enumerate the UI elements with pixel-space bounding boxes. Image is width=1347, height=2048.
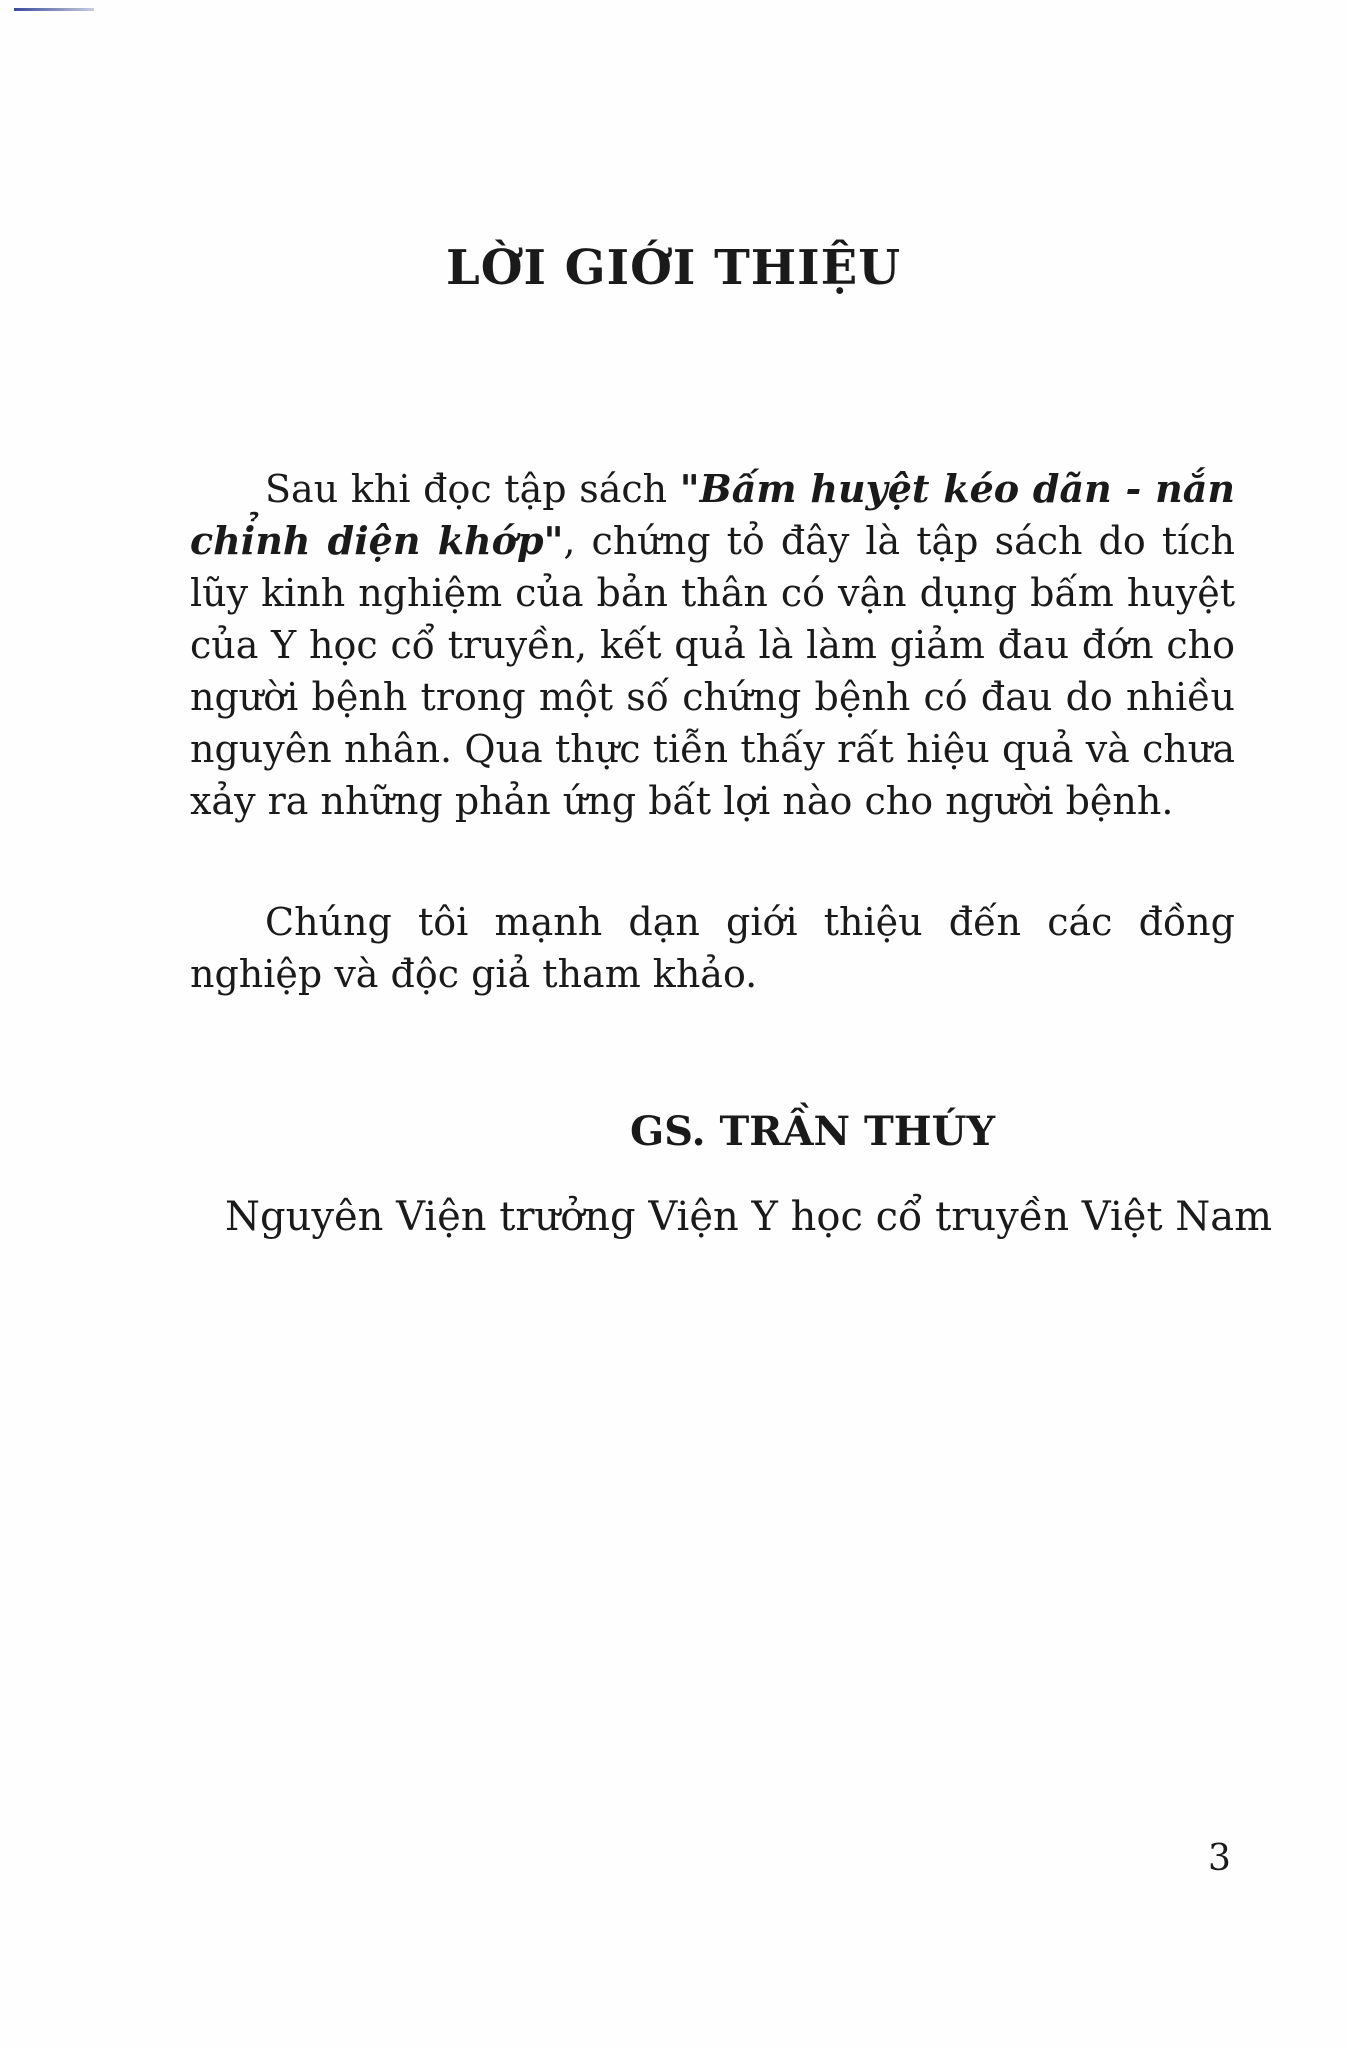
- author-signature: GS. TRẦN THÚY: [630, 1108, 995, 1155]
- paragraph-rest: , chứng tỏ đây là tập sách do tích lũy kinh nghiệm của bản thân có vận dụng bấm huyệt của Y học cổ truyền, kết quả là làm giảm đau đớn cho người bệnh trong một số chứng bệnh có đau do nhiều nguyên nhân. Qua thực tiễn thấy rất hiệu quả và chưa xảy ra những phản ứng bất lợi nào cho người bệnh.: [190, 519, 1235, 823]
- book-title: "Bấm huyệt kéo dãn - nắn chỉnh diện khớp": [190, 466, 1236, 563]
- paragraph-text: Chúng tôi mạnh dạn giới thiệu đến các đồng nghiệp và độc giả tham khảo.: [190, 900, 1235, 996]
- page-number: 3: [1208, 1838, 1231, 1879]
- author-affiliation: Nguyên Viện trưởng Viện Y học cổ truyền Việt Nam: [225, 1194, 1273, 1240]
- intro-paragraph-1: [190, 463, 1235, 827]
- paragraph-lead: Sau khi đọc tập sách: [265, 467, 680, 511]
- intro-paragraph-2: [190, 896, 1235, 1000]
- page-title: LỜI GIỚI THIỆU: [445, 240, 902, 296]
- scan-edge-mark: [14, 8, 94, 11]
